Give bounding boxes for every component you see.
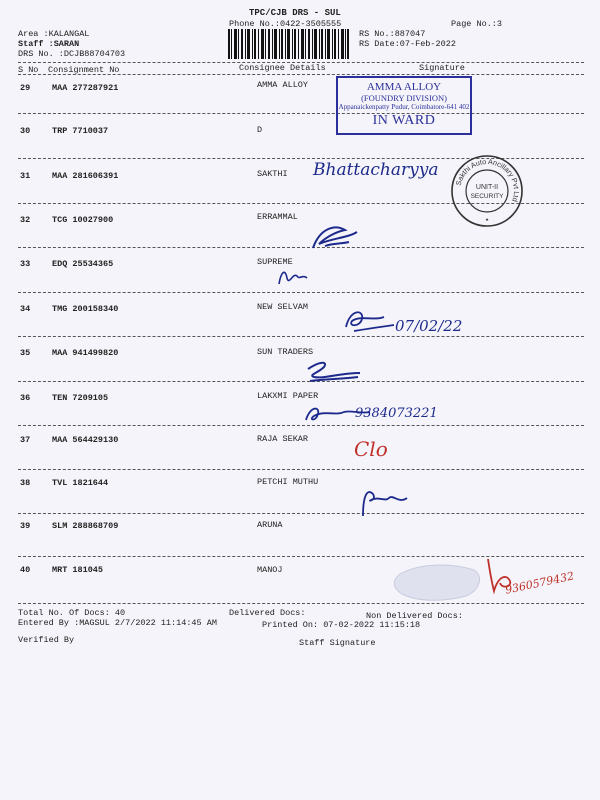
- star-icon: ★: [485, 216, 489, 223]
- staff-label: Staff :SARAN: [18, 39, 80, 49]
- stamp-company: AMMA ALLOY: [366, 81, 442, 93]
- signature-sakthi: Bhattacharyya: [313, 160, 439, 180]
- signature-petchi-muthu: [355, 482, 415, 522]
- row-consignment: MAA 941499820: [52, 348, 119, 358]
- area-label: Area :KALANGAL: [18, 29, 90, 39]
- signature-supreme: [273, 262, 313, 292]
- date-new-selvam: 07/02/22: [395, 317, 463, 335]
- row-consignment: TVL 1821644: [52, 478, 109, 488]
- col-consignment: Consignment No: [48, 65, 120, 75]
- note-raja-sekar: Clo: [354, 437, 388, 461]
- row-divider: [18, 469, 584, 470]
- row-divider: [18, 336, 584, 337]
- page-number: Page No.:3: [451, 19, 503, 29]
- phone-number: Phone No.:0422-3505555: [229, 19, 342, 29]
- row-sno: 33: [20, 259, 31, 269]
- printed-on: Printed On: 07-02-2022 11:15:18: [262, 620, 421, 630]
- amma-alloy-inward-stamp: [336, 76, 472, 135]
- barcode: [228, 29, 350, 59]
- row-consignment: TRP 7710037: [52, 126, 109, 136]
- signature-new-selvam: [340, 303, 400, 337]
- row-sno: 34: [20, 304, 31, 314]
- row-consignment: TCG 10027900: [52, 215, 114, 225]
- row-consignment: MAA 281606391: [52, 171, 119, 181]
- delivered-docs: Delivered Docs:: [229, 608, 306, 618]
- row-sno: 35: [20, 348, 31, 358]
- row-divider: [18, 603, 584, 604]
- row-consignment: MRT 181045: [52, 565, 104, 575]
- row-consignment: SLM 288868709: [52, 521, 119, 531]
- row-consignment: TMG 200158340: [52, 304, 119, 314]
- row-consignee: ERRAMMAL: [257, 212, 298, 222]
- seal-unit: UNIT-II: [475, 184, 499, 191]
- row-sno: 38: [20, 478, 31, 488]
- row-consignment: TEN 7209105: [52, 393, 109, 403]
- row-sno: 32: [20, 215, 31, 225]
- row-consignee: MANOJ: [257, 565, 283, 575]
- row-sno: 40: [20, 565, 31, 575]
- non-delivered-docs: Non Delivered Docs:: [366, 611, 463, 621]
- row-consignee: RAJA SEKAR: [257, 434, 309, 444]
- row-sno: 39: [20, 521, 31, 531]
- report-title: TPC/CJB DRS - SUL: [249, 8, 341, 18]
- entered-by: Entered By :MAGSUL 2/7/2022 11:14:45 AM: [18, 618, 217, 628]
- manoj-stamp-mark: [388, 560, 486, 604]
- stamp-address: Appanaickenpatty Pudur, Coimbatore-641 402: [338, 103, 470, 111]
- row-sno: 30: [20, 126, 31, 136]
- phone-lakxmi-paper: 9384073221: [355, 406, 438, 421]
- signature-sun-traders: [300, 355, 370, 385]
- col-consignee: Consignee Details: [239, 63, 326, 73]
- row-consignment: EDQ 25534365: [52, 259, 114, 269]
- seal-security: SECURITY: [470, 193, 504, 200]
- row-consignee: AMMA ALLOY: [257, 80, 309, 90]
- row-consignee: SAKTHI: [257, 169, 288, 179]
- signature-errammal: [305, 218, 365, 256]
- row-consignee: NEW SELVAM: [257, 302, 309, 312]
- row-consignee: LAKXMI PAPER: [257, 391, 319, 401]
- row-consignee: SUPREME: [257, 257, 293, 267]
- header-divider-bottom: [18, 74, 584, 75]
- row-sno: 29: [20, 83, 31, 93]
- row-consignee: ARUNA: [257, 520, 283, 530]
- row-divider: [18, 513, 584, 514]
- row-sno: 36: [20, 393, 31, 403]
- row-consignment: MAA 277287921: [52, 83, 119, 93]
- drs-number: DRS No. :DCJB88704703: [18, 49, 126, 59]
- rs-date: RS Date:07-Feb-2022: [359, 39, 456, 49]
- row-sno: 37: [20, 435, 31, 445]
- row-consignee: D: [257, 125, 263, 135]
- col-signature: Signature: [419, 63, 465, 73]
- staff-signature-label: Staff Signature: [299, 638, 376, 648]
- row-divider: [18, 113, 584, 114]
- row-consignment: MAA 564429130: [52, 435, 119, 445]
- stamp-inward: IN WARD: [372, 113, 436, 128]
- security-seal-stamp: [450, 154, 524, 228]
- seal-ring-text: Sakthi Auto Ancillary Pvt Ltd: [453, 156, 522, 204]
- row-sno: 31: [20, 171, 31, 181]
- total-docs: Total No. Of Docs: 40: [18, 608, 126, 618]
- row-consignee: PETCHI MUTHU: [257, 477, 319, 487]
- col-sno: S No: [18, 65, 39, 75]
- rs-number: RS No.:887047: [359, 29, 426, 39]
- stamp-division: (FOUNDRY DIVISION): [361, 93, 447, 103]
- verified-by: Verified By: [18, 635, 75, 645]
- row-divider: [18, 247, 584, 248]
- row-consignee: SUN TRADERS: [257, 347, 314, 357]
- row-divider: [18, 292, 584, 293]
- phone-manoj: 9360579432: [504, 569, 576, 597]
